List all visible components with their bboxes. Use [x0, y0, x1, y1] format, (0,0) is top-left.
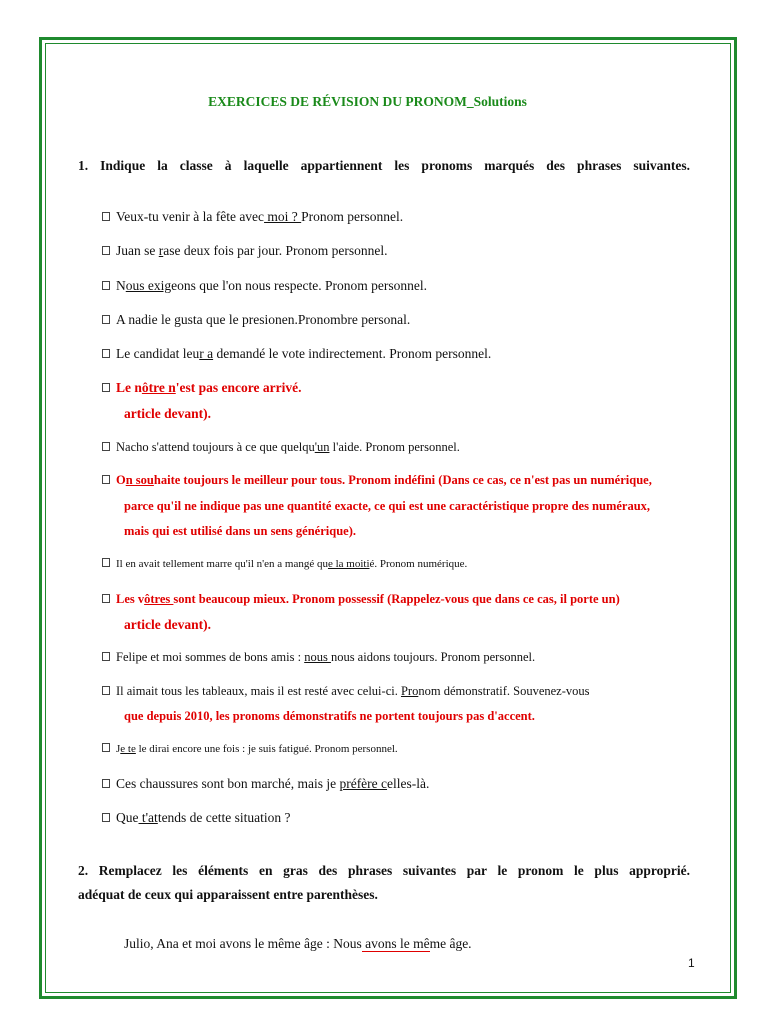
question-2-heading-line-1: 2. Remplacez les éléments en gras des phrases suivantes par le pronom le plus approprié.	[78, 863, 690, 878]
list-item-continuation: que depuis 2010, les pronoms démonstratifs ne portent toujours pas d'accent.	[124, 709, 535, 723]
list-item: Nacho s'attend toujours à ce que quelqu'un l'aide. Pronom personnel.	[102, 440, 460, 455]
checkbox-icon	[102, 349, 110, 358]
list-item: Le nôtre n'est pas encore arrivé.	[102, 380, 301, 396]
checkbox-icon	[102, 594, 110, 603]
checkbox-icon	[102, 779, 110, 788]
checkbox-icon	[102, 442, 110, 451]
list-item: Ces chaussures sont bon marché, mais je préfère celles-là.	[102, 776, 429, 792]
checkbox-icon	[102, 281, 110, 290]
list-item-continuation: article devant).	[124, 406, 211, 421]
list-item: Le candidat leur a demandé le vote indirectement. Pronom personnel.	[102, 346, 491, 362]
list-item: Les vôtres sont beaucoup mieux. Pronom possessif (Rappelez-vous que dans ce cas, il porte un)	[102, 592, 620, 607]
list-item: On souhaite toujours le meilleur pour tous. Pronom indéfini (Dans ce cas, ce n'est pas un numérique,	[102, 473, 652, 488]
document-title: EXERCICES DE RÉVISION DU PRONOM_Solutions	[208, 94, 527, 109]
list-item: Juan se rase deux fois par jour. Pronom personnel.	[102, 243, 387, 259]
checkbox-icon	[102, 743, 110, 752]
page-number: 1	[688, 956, 695, 970]
list-item-continuation: article devant).	[124, 617, 211, 632]
checkbox-icon	[102, 558, 110, 567]
list-item: Je te le dirai encore une fois : je suis fatigué. Pronom personnel.	[102, 743, 398, 755]
page-border-inner	[45, 43, 731, 993]
checkbox-icon	[102, 212, 110, 221]
checkbox-icon	[102, 652, 110, 661]
checkbox-icon	[102, 315, 110, 324]
checkbox-icon	[102, 383, 110, 392]
checkbox-icon	[102, 475, 110, 484]
list-item: Felipe et moi sommes de bons amis : nous nous aidons toujours. Pronom personnel.	[102, 650, 535, 665]
list-item: Veux-tu venir à la fête avec moi ? Pronom personnel.	[102, 209, 403, 225]
question-1-heading: 1. Indique la classe à laquelle appartiennent les pronoms marqués des phrases suivantes.	[78, 158, 690, 173]
checkbox-icon	[102, 246, 110, 255]
checkbox-icon	[102, 686, 110, 695]
example-sentence: Julio, Ana et moi avons le même âge : Nous avons le même âge.	[124, 936, 472, 951]
question-2-heading-line-2: adéquat de ceux qui apparaissent entre parenthèses.	[78, 887, 378, 902]
list-item: A nadie le gusta que le presionen.Pronombre personal.	[102, 312, 410, 328]
list-item-continuation: parce qu'il ne indique pas une quantité exacte, ce qui est une caractéristique propre des numéraux,	[124, 499, 651, 513]
list-item: Il en avait tellement marre qu'il n'en a mangé que la moitié. Pronom numérique.	[102, 558, 467, 570]
list-item-continuation: mais qui est utilisé dans un sens générique).	[124, 524, 356, 538]
list-item: Nous exigeons que l'on nous respecte. Pronom personnel.	[102, 278, 427, 294]
list-item: Il aimait tous les tableaux, mais il est resté avec celui-ci. Pronom démonstratif. Souvenez-vous	[102, 684, 590, 699]
checkbox-icon	[102, 813, 110, 822]
list-item: Que t'attends de cette situation ?	[102, 810, 291, 826]
